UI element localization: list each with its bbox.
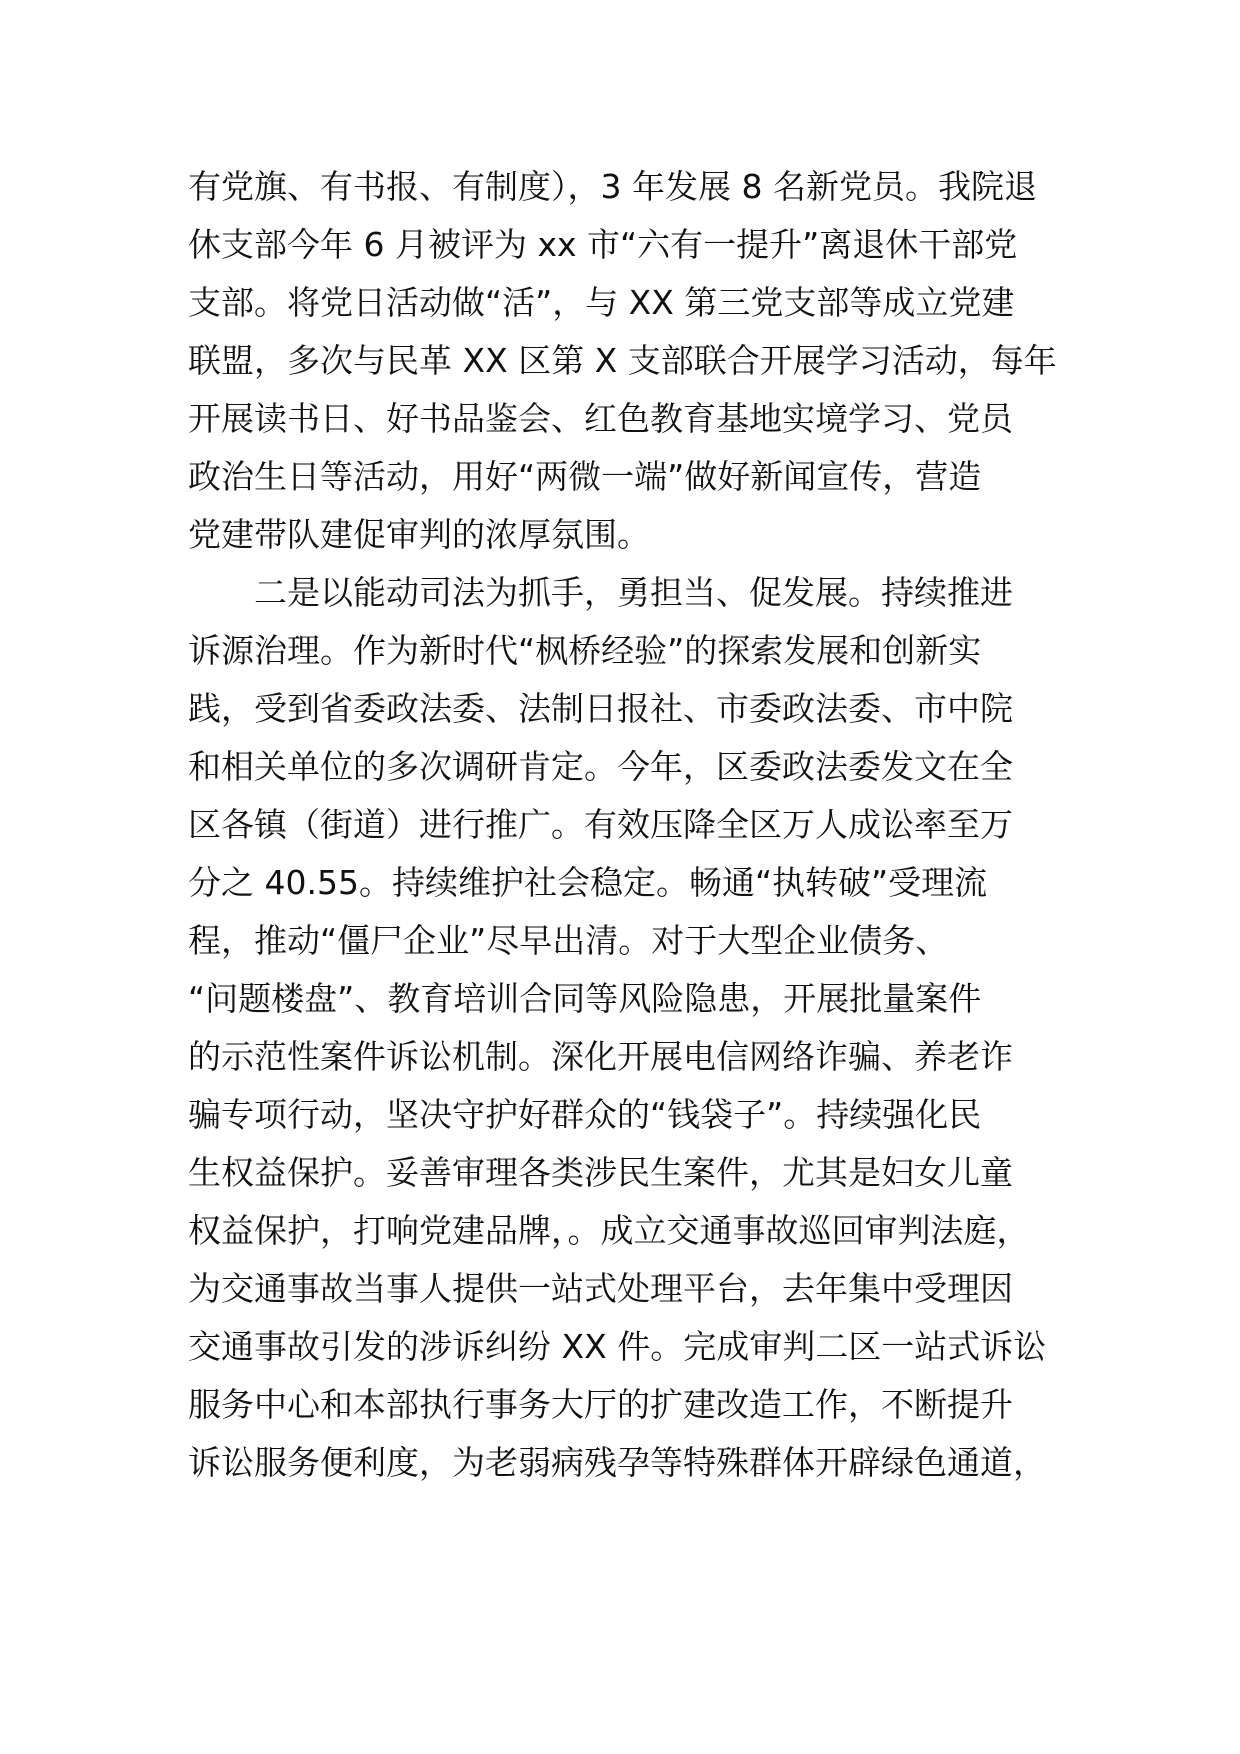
text-line: 生权益保护。妥善审理各类涉民生案件，尤其是妇女儿童 <box>188 1153 1013 1192</box>
text-line: 分之 40.55。持续维护社会稳定。畅通“执转破”受理流 <box>188 863 988 902</box>
text-line: 开展读书日、好书品鉴会、红色教育基地实境学习、党员 <box>188 399 1013 438</box>
text-line: 诉讼服务便利度，为老弱病残孕等特殊群体开辟绿色通道， <box>188 1443 1046 1482</box>
text-line: 支部。将党日活动做“活”，与 XX 第三党支部等成立党建 <box>188 283 1015 322</box>
text-line: 权益保护，打响党建品牌，。成立交通事故巡回审判法庭， <box>188 1211 1030 1250</box>
text-line: 交通事故引发的涉诉纠纷 XX 件。完成审判二区一站式诉讼 <box>188 1327 1047 1366</box>
body-text <box>188 158 1068 1492</box>
paragraph-first-line: 二是以能动司法为抓手，勇担当、促发展。持续推进 <box>254 573 1013 612</box>
text-line: “问题楼盘”、教育培训合同等风险隐患，开展批量案件 <box>188 979 982 1018</box>
text-line: 的示范性案件诉讼机制。深化开展电信网络诈骗、养老诈 <box>188 1037 1013 1076</box>
text-line: 服务中心和本部执行事务大厅的扩建改造工作，不断提升 <box>188 1385 1013 1424</box>
text-line: 和相关单位的多次调研肯定。今年，区委政法委发文在全 <box>188 747 1013 786</box>
text-line: 为交通事故当事人提供一站式处理平台，去年集中受理因 <box>188 1269 1013 1308</box>
text-line: 党建带队建促审判的浓厚氛围。 <box>188 515 650 554</box>
text-line: 区各镇（街道）进行推广。有效压降全区万人成讼率至万 <box>188 805 1013 844</box>
text-line: 骗专项行动，坚决守护好群众的“钱袋子”。持续强化民 <box>188 1095 982 1134</box>
text-line: 程，推动“僵尸企业”尽早出清。对于大型企业债务、 <box>188 921 949 960</box>
text-line: 有党旗、有书报、有制度），3 年发展 8 名新党员。我院退 <box>188 167 1037 206</box>
text-line: 休支部今年 6 月被评为 xx 市“六有一提升”离退休干部党 <box>188 225 1018 264</box>
text-line: 践，受到省委政法委、法制日报社、市委政法委、市中院 <box>188 689 1013 728</box>
text-line: 政治生日等活动，用好“两微一端”做好新闻宣传，营造 <box>188 457 982 496</box>
text-line: 诉源治理。作为新时代“枫桥经验”的探索发展和创新实 <box>188 631 982 670</box>
text-line: 联盟，多次与民革 XX 区第 X 支部联合开展学习活动，每年 <box>188 341 1057 380</box>
